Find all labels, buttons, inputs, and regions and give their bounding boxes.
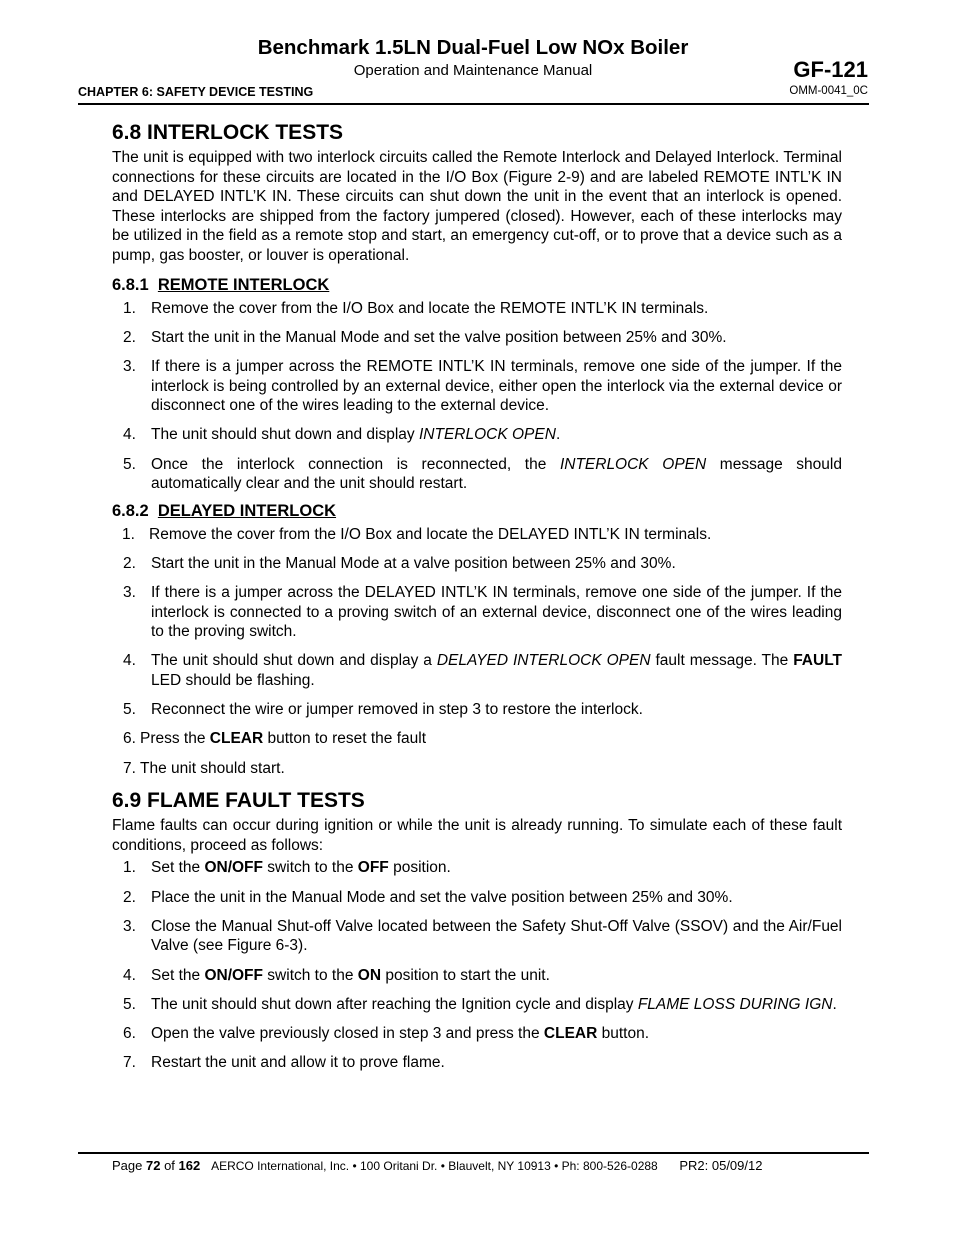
list-item: 6. Press the CLEAR button to reset the fault (123, 730, 427, 748)
chapter-label: CHAPTER 6: SAFETY DEVICE TESTING (78, 85, 314, 99)
remote-interlock-steps (112, 299, 842, 494)
document-number: OMM-0041_0C (789, 85, 868, 97)
document-title: Benchmark 1.5LN Dual-Fuel Low NOx Boiler (257, 36, 689, 59)
section-6-8-heading: 6.8 INTERLOCK TESTS (112, 121, 344, 144)
page-total: 162 (178, 1158, 201, 1173)
flame-fault-steps (112, 858, 842, 1072)
section-6-9-heading: 6.9 FLAME FAULT TESTS (112, 789, 365, 813)
list-item: 1. Remove the cover from the I/O Box and locate the DELAYED INTL’K IN terminals. (122, 525, 712, 543)
list-item: 5. The unit should shut down after reaching the Ignition cycle and display FLAME LOSS DURING IGN. (123, 995, 837, 1013)
list-item: 2. Start the unit in the Manual Mode and set the valve position between 25% and 30%. (123, 328, 727, 346)
section-number: 6.8.1 (112, 275, 149, 294)
section-title: DELAYED INTERLOCK (157, 501, 337, 520)
list-item: 1. Remove the cover from the I/O Box and locate the REMOTE INTL’K IN terminals. (123, 299, 709, 317)
list-item: 1. Set the ON/OFF switch to the OFF position. (123, 859, 451, 877)
list-item: 5. Once the interlock connection is reconnected, the INTERLOCK OPEN message should automatically clear and the unit should restart. (123, 455, 842, 493)
page-footer: Page 72 of 162 AERCO International, Inc. • 100 Oritani Dr. • Blauvelt, NY 10913 • Ph: 800-526-0288 PR2: 05/09/12 (112, 1158, 763, 1173)
page-body (112, 118, 842, 1073)
revision-date: PR2: 05/09/12 (679, 1158, 763, 1173)
page-prefix: Page (112, 1158, 146, 1173)
section-6-8-intro: The unit is equipped with two interlock circuits called the Remote Interlock and Delayed Interlock. Terminal connections for these circuits are located in the I/O Box (Figure 2-9) and are labeled REMOTE INTL’K IN and DELAYED INTL’K IN. These circuits can shut down the unit in the event that an interlock is opened. These interlocks are shipped from the factory jumpered (closed). However, each of these interlocks may be utilized in the field as a remote stop and start, an emergency cut-off, or to prove that a device such as a pump, gas booster, or louver is operational. (112, 149, 842, 264)
delayed-interlock-steps (112, 525, 842, 779)
section-6-8-2-heading (112, 500, 842, 522)
list-item: 3. If there is a jumper across the REMOTE INTL’K IN terminals, remove one side of the jumper. If the interlock is being controlled by an external device, either open the interlock via the external device or disconnect one of the wires leading to the external device. (123, 357, 842, 415)
list-item: 6. Open the valve previously closed in step 3 and press the CLEAR button. (123, 1024, 650, 1042)
section-number: 6.8.2 (112, 501, 149, 520)
model-code: GF-121 (793, 57, 868, 82)
section-6-9-intro: Flame faults can occur during ignition or while the unit is already running. To simulate each of these fault conditions, proceed as follows: (112, 817, 842, 854)
list-item: 5. Reconnect the wire or jumper removed in step 3 to restore the interlock. (123, 701, 643, 719)
section-6-8-1-heading (112, 274, 842, 296)
company-address: AERCO International, Inc. • 100 Oritani Dr. • Blauvelt, NY 10913 • Ph: 800-526-0288 (211, 1159, 658, 1173)
header-divider (78, 103, 869, 105)
page-number: 72 (145, 1158, 161, 1173)
list-item: 4. The unit should shut down and display a DELAYED INTERLOCK OPEN fault message. The FAULT LED should be flashing. (123, 652, 842, 690)
section-title: REMOTE INTERLOCK (157, 275, 330, 294)
list-item: 7. The unit should start. (123, 759, 285, 777)
list-item: 3. If there is a jumper across the DELAYED INTL’K IN terminals, remove one side of the jumper. If the interlock is connected to a proving switch of an external device, disconnect one of the wires leading to the proving switch. (123, 584, 842, 641)
page-header (78, 34, 868, 99)
document-subtitle: Operation and Maintenance Manual (353, 62, 593, 79)
list-item: 4. Set the ON/OFF switch to the ON position to start the unit. (123, 966, 550, 984)
list-item: 3. Close the Manual Shut-off Valve located between the Safety Shut-Off Valve (SSOV) and the Air/Fuel Valve (see Figure 6-3). (123, 917, 842, 955)
list-item: 2. Start the unit in the Manual Mode at a valve position between 25% and 30%. (123, 554, 676, 572)
list-item: 7. Restart the unit and allow it to prove flame. (123, 1054, 445, 1072)
list-item: 4. The unit should shut down and display INTERLOCK OPEN. (123, 426, 561, 444)
footer-divider (78, 1152, 869, 1154)
list-item: 2. Place the unit in the Manual Mode and set the valve position between 25% and 30%. (123, 888, 733, 906)
